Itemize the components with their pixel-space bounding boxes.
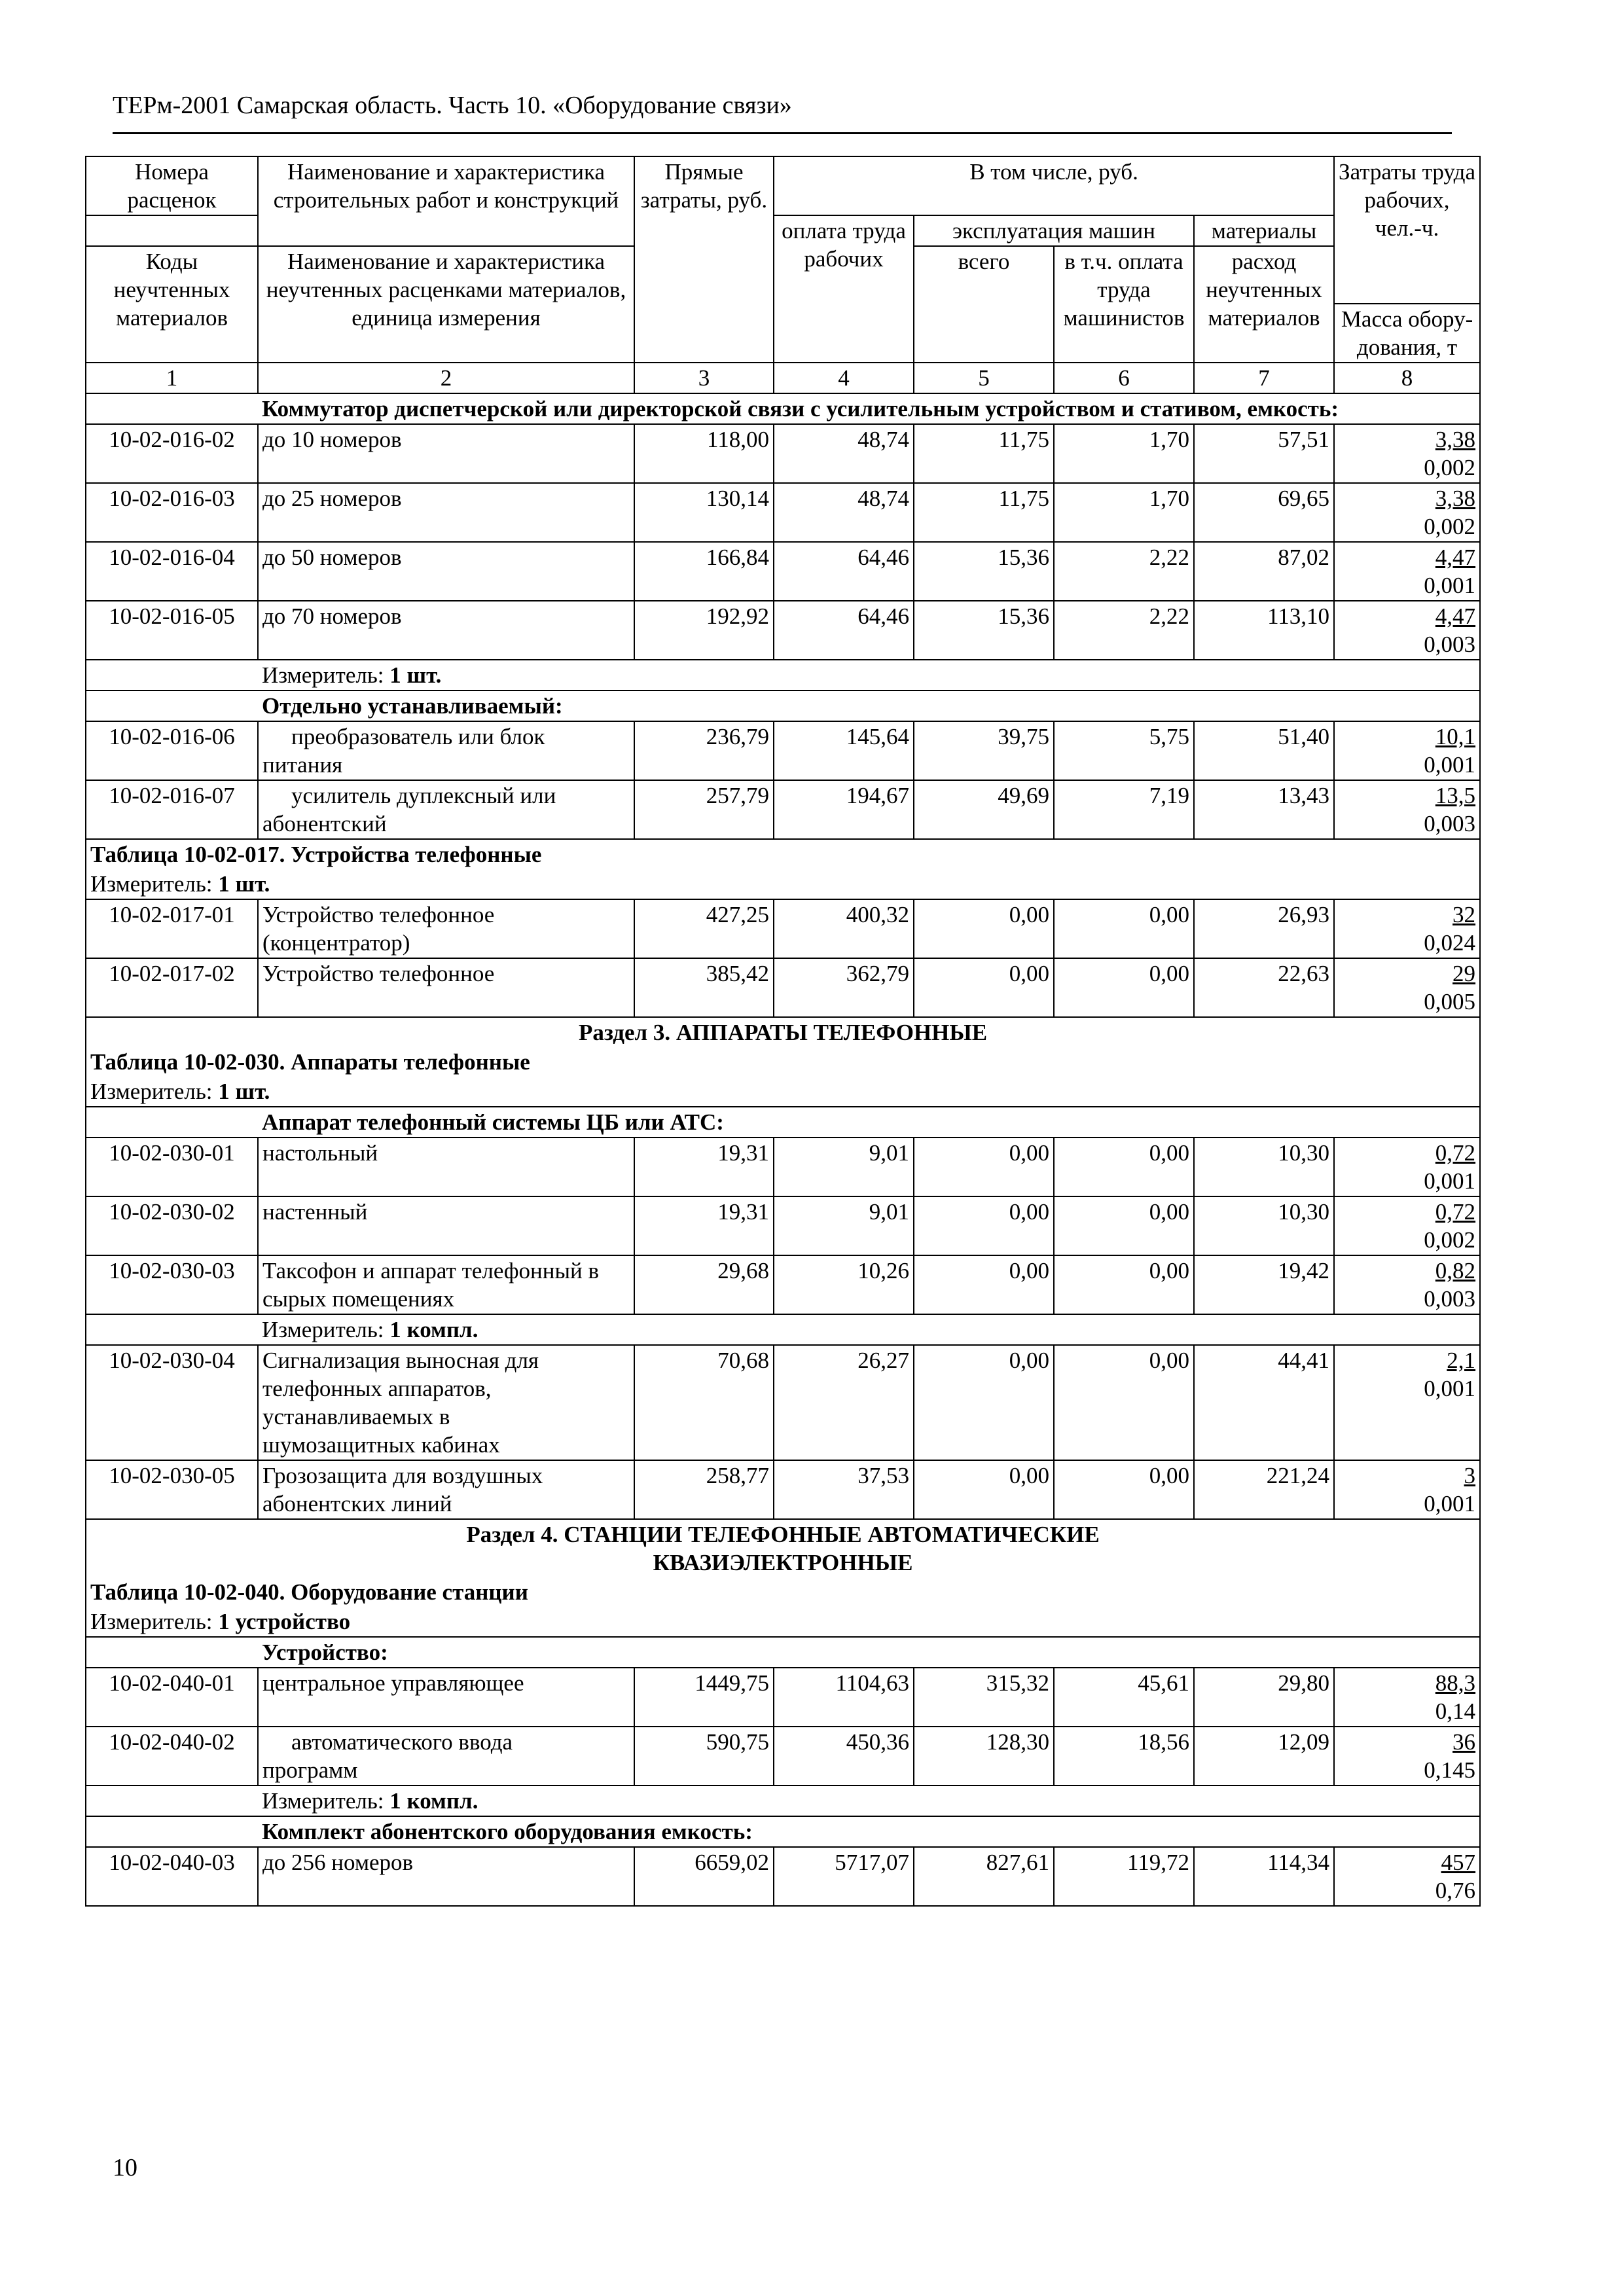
machines-total: 0,00 xyxy=(914,958,1054,1017)
table-row xyxy=(86,1847,1480,1906)
machines-labor: 45,61 xyxy=(1054,1668,1194,1727)
measure-label: Измеритель: xyxy=(262,662,384,688)
machines-labor: 2,22 xyxy=(1054,542,1194,601)
labor-pay: 194,67 xyxy=(774,780,914,839)
equipment-mass: 0,003 xyxy=(1424,1286,1476,1312)
direct-cost: 236,79 xyxy=(634,721,774,780)
machines-labor: 0,00 xyxy=(1054,899,1194,958)
labor-cost: 2,1 xyxy=(1447,1348,1476,1373)
labor-pay: 48,74 xyxy=(774,424,914,483)
rate-code: 10-02-017-01 xyxy=(86,899,258,958)
rate-code: 10-02-016-07 xyxy=(86,780,258,839)
labor-cost: 32 xyxy=(1453,902,1476,927)
group-heading: Аппарат телефонный системы ЦБ или АТС: xyxy=(258,1107,1480,1138)
machines-total: 0,00 xyxy=(914,1460,1054,1519)
col-number: 3 xyxy=(634,363,774,393)
col-header-mass: Масса обору-дования, т xyxy=(1334,304,1480,363)
machines-total: 0,00 xyxy=(914,899,1054,958)
table-row xyxy=(86,1138,1480,1196)
labor-pay: 64,46 xyxy=(774,542,914,601)
rate-name: до 70 номеров xyxy=(258,601,634,660)
group-heading: Устройство: xyxy=(258,1637,1480,1668)
section-title: Раздел 4. СТАНЦИИ ТЕЛЕФОННЫЕ АВТОМАТИЧЕСКИЕ КВАЗИЭЛЕКТРОННЫЕ xyxy=(86,1519,1480,1577)
col-header-incl: В том числе, руб. xyxy=(774,156,1334,215)
equipment-mass: 0,003 xyxy=(1424,811,1476,836)
rate-name: преобразователь или блок питания xyxy=(258,721,634,780)
labor-cost: 10,1 xyxy=(1435,724,1476,749)
labor-pay: 400,32 xyxy=(774,899,914,958)
equipment-mass: 0,76 xyxy=(1435,1878,1476,1903)
labor-cost: 29 xyxy=(1453,961,1476,986)
rate-name: Устройство телефонное (концентратор) xyxy=(258,899,634,958)
labor-pay: 145,64 xyxy=(774,721,914,780)
labor-pay: 64,46 xyxy=(774,601,914,660)
rate-code: 10-02-030-03 xyxy=(86,1255,258,1314)
table-row xyxy=(86,483,1480,542)
equipment-mass: 0,002 xyxy=(1424,1227,1476,1253)
materials-cost: 22,63 xyxy=(1194,958,1334,1017)
materials-cost: 44,41 xyxy=(1194,1345,1334,1460)
rate-name: до 10 номеров xyxy=(258,424,634,483)
direct-cost: 590,75 xyxy=(634,1727,774,1785)
col-header-unacc-codes: Коды неучтенных материалов xyxy=(86,246,258,363)
table-row xyxy=(86,958,1480,1017)
group-heading: Коммутатор диспетчерской или директорской связи с усилительным устройством и стативом, емкость: xyxy=(258,393,1480,424)
labor-pay: 26,27 xyxy=(774,1345,914,1460)
direct-cost: 19,31 xyxy=(634,1196,774,1255)
machines-labor: 0,00 xyxy=(1054,1138,1194,1196)
materials-cost: 29,80 xyxy=(1194,1668,1334,1727)
machines-total: 0,00 xyxy=(914,1345,1054,1460)
materials-cost: 13,43 xyxy=(1194,780,1334,839)
labor-cost: 4,47 xyxy=(1435,545,1476,570)
machines-labor: 0,00 xyxy=(1054,1460,1194,1519)
rate-name: до 25 номеров xyxy=(258,483,634,542)
direct-cost: 385,42 xyxy=(634,958,774,1017)
table-row xyxy=(86,1345,1480,1460)
group-heading: Комплект абонентского оборудования емкость: xyxy=(258,1816,1480,1847)
rate-code: 10-02-017-02 xyxy=(86,958,258,1017)
materials-cost: 57,51 xyxy=(1194,424,1334,483)
col-header-labor-pay: оплата труда рабочих xyxy=(774,215,914,363)
rate-code: 10-02-016-06 xyxy=(86,721,258,780)
section-title: Раздел 3. АППАРАТЫ ТЕЛЕФОННЫЕ xyxy=(86,1017,1480,1047)
table-row xyxy=(86,780,1480,839)
col-number: 4 xyxy=(774,363,914,393)
col-header-machines-total: всего xyxy=(914,246,1054,363)
col-number: 7 xyxy=(1194,363,1334,393)
table-row xyxy=(86,1255,1480,1314)
machines-total: 39,75 xyxy=(914,721,1054,780)
machines-labor: 2,22 xyxy=(1054,601,1194,660)
machines-labor: 1,70 xyxy=(1054,483,1194,542)
rate-code: 10-02-030-01 xyxy=(86,1138,258,1196)
materials-cost: 12,09 xyxy=(1194,1727,1334,1785)
direct-cost: 19,31 xyxy=(634,1138,774,1196)
machines-labor: 1,70 xyxy=(1054,424,1194,483)
labor-pay: 48,74 xyxy=(774,483,914,542)
measure-value: 1 шт. xyxy=(389,662,442,688)
col-number: 6 xyxy=(1054,363,1194,393)
direct-cost: 1449,75 xyxy=(634,1668,774,1727)
direct-cost: 166,84 xyxy=(634,542,774,601)
direct-cost: 130,14 xyxy=(634,483,774,542)
rate-name: Грозозащита для воздушных абонентских линий xyxy=(258,1460,634,1519)
labor-cost: 36 xyxy=(1453,1729,1476,1755)
materials-cost: 114,34 xyxy=(1194,1847,1334,1906)
labor-pay: 1104,63 xyxy=(774,1668,914,1727)
machines-total: 15,36 xyxy=(914,601,1054,660)
table-row xyxy=(86,601,1480,660)
direct-cost: 118,00 xyxy=(634,424,774,483)
labor-pay: 9,01 xyxy=(774,1196,914,1255)
labor-cost: 0,72 xyxy=(1435,1140,1476,1166)
machines-total: 128,30 xyxy=(914,1727,1054,1785)
col-header-machines-labor: в т.ч. оплата труда машинистов xyxy=(1054,246,1194,363)
rate-code: 10-02-030-02 xyxy=(86,1196,258,1255)
measure-line: Измеритель: 1 компл. xyxy=(258,1785,1480,1816)
labor-cost: 3,38 xyxy=(1435,427,1476,452)
materials-cost: 113,10 xyxy=(1194,601,1334,660)
table-row xyxy=(86,1196,1480,1255)
table-row xyxy=(86,1460,1480,1519)
equipment-mass: 0,145 xyxy=(1424,1757,1476,1783)
table-row xyxy=(86,424,1480,483)
materials-cost: 87,02 xyxy=(1194,542,1334,601)
materials-cost: 221,24 xyxy=(1194,1460,1334,1519)
rate-code: 10-02-016-03 xyxy=(86,483,258,542)
labor-cost: 88,3 xyxy=(1435,1670,1476,1696)
table-row xyxy=(86,899,1480,958)
col-header-materials-unacc: расход неучтенных материалов xyxy=(1194,246,1334,363)
machines-labor: 0,00 xyxy=(1054,1345,1194,1460)
rate-name: настольный xyxy=(258,1138,634,1196)
rate-code: 10-02-030-05 xyxy=(86,1460,258,1519)
machines-labor: 0,00 xyxy=(1054,1196,1194,1255)
rate-code: 10-02-040-03 xyxy=(86,1847,258,1906)
measure-line: Измеритель: 1 шт. xyxy=(86,869,1480,899)
measure-line: Измеритель: 1 шт. xyxy=(86,1077,1480,1107)
equipment-mass: 0,003 xyxy=(1424,632,1476,657)
materials-cost: 10,30 xyxy=(1194,1138,1334,1196)
rate-name: центральное управляющее xyxy=(258,1668,634,1727)
rate-code: 10-02-030-04 xyxy=(86,1345,258,1460)
machines-total: 0,00 xyxy=(914,1138,1054,1196)
table-row xyxy=(86,1727,1480,1785)
machines-total: 0,00 xyxy=(914,1196,1054,1255)
labor-pay: 5717,07 xyxy=(774,1847,914,1906)
col-header-direct: Прямые затраты, руб. xyxy=(634,156,774,363)
col-number: 5 xyxy=(914,363,1054,393)
rate-name: до 50 номеров xyxy=(258,542,634,601)
rate-code: 10-02-040-01 xyxy=(86,1668,258,1727)
measure-line: Измеритель: 1 компл. xyxy=(258,1314,1480,1345)
machines-labor: 0,00 xyxy=(1054,958,1194,1017)
col-header-machines: эксплуатация машин xyxy=(914,215,1194,246)
equipment-mass: 0,001 xyxy=(1424,1168,1476,1194)
machines-labor: 5,75 xyxy=(1054,721,1194,780)
labor-pay: 9,01 xyxy=(774,1138,914,1196)
machines-labor: 0,00 xyxy=(1054,1255,1194,1314)
machines-total: 49,69 xyxy=(914,780,1054,839)
machines-total: 315,32 xyxy=(914,1668,1054,1727)
sub-heading: Отдельно устанавливаемый: xyxy=(258,691,1480,721)
materials-cost: 19,42 xyxy=(1194,1255,1334,1314)
direct-cost: 258,77 xyxy=(634,1460,774,1519)
labor-cost: 13,5 xyxy=(1435,783,1476,808)
rate-code: 10-02-016-02 xyxy=(86,424,258,483)
rates-table xyxy=(85,156,1481,1907)
col-number: 2 xyxy=(258,363,634,393)
machines-total: 11,75 xyxy=(914,424,1054,483)
materials-cost: 10,30 xyxy=(1194,1196,1334,1255)
equipment-mass: 0,002 xyxy=(1424,455,1476,480)
labor-pay: 10,26 xyxy=(774,1255,914,1314)
table-title: Таблица 10-02-040. Оборудование станции xyxy=(86,1577,1480,1607)
table-title: Таблица 10-02-030. Аппараты телефонные xyxy=(86,1047,1480,1077)
machines-labor: 119,72 xyxy=(1054,1847,1194,1906)
equipment-mass: 0,001 xyxy=(1424,1491,1476,1516)
machines-labor: 7,19 xyxy=(1054,780,1194,839)
rate-name: настенный xyxy=(258,1196,634,1255)
machines-total: 827,61 xyxy=(914,1847,1054,1906)
direct-cost: 192,92 xyxy=(634,601,774,660)
materials-cost: 26,93 xyxy=(1194,899,1334,958)
rate-name: Таксофон и аппарат телефонный в сырых помещениях xyxy=(258,1255,634,1314)
col-header-codes-blank xyxy=(86,215,258,246)
col-header-unacc-name: Наименование и характеристика неучтенных расценками материалов, единица измерения xyxy=(258,246,634,363)
col-header-codes: Номера расценок xyxy=(86,156,258,215)
rate-code: 10-02-016-04 xyxy=(86,542,258,601)
rate-code: 10-02-040-02 xyxy=(86,1727,258,1785)
labor-pay: 450,36 xyxy=(774,1727,914,1785)
col-number: 1 xyxy=(86,363,258,393)
labor-cost: 3 xyxy=(1464,1463,1476,1488)
table-row xyxy=(86,1668,1480,1727)
labor-cost: 4,47 xyxy=(1435,603,1476,629)
page-header: ТЕРм-2001 Самарская область. Часть 10. «Оборудование связи» xyxy=(113,92,792,119)
measure-line: Измеритель: 1 устройство xyxy=(86,1607,1480,1637)
equipment-mass: 0,005 xyxy=(1424,989,1476,1014)
header-rule xyxy=(113,132,1452,134)
table-title: Таблица 10-02-017. Устройства телефонные xyxy=(86,839,1480,869)
direct-cost: 6659,02 xyxy=(634,1847,774,1906)
rate-name: автоматического ввода программ xyxy=(258,1727,634,1785)
col-header-labor-cost: Затраты труда рабочих, чел.-ч. xyxy=(1334,156,1480,304)
measure-line xyxy=(258,660,1480,691)
machines-labor: 18,56 xyxy=(1054,1727,1194,1785)
machines-total: 15,36 xyxy=(914,542,1054,601)
machines-total: 0,00 xyxy=(914,1255,1054,1314)
equipment-mass: 0,001 xyxy=(1424,752,1476,778)
labor-pay: 37,53 xyxy=(774,1460,914,1519)
page-number: 10 xyxy=(113,2154,137,2181)
labor-cost: 3,38 xyxy=(1435,486,1476,511)
equipment-mass: 0,14 xyxy=(1435,1698,1476,1724)
col-number: 8 xyxy=(1334,363,1480,393)
equipment-mass: 0,001 xyxy=(1424,1376,1476,1401)
equipment-mass: 0,002 xyxy=(1424,514,1476,539)
direct-cost: 70,68 xyxy=(634,1345,774,1460)
direct-cost: 257,79 xyxy=(634,780,774,839)
col-header-name: Наименование и характеристика строительных работ и конструкций xyxy=(258,156,634,246)
rate-code: 10-02-016-05 xyxy=(86,601,258,660)
equipment-mass: 0,001 xyxy=(1424,573,1476,598)
materials-cost: 69,65 xyxy=(1194,483,1334,542)
rate-name: до 256 номеров xyxy=(258,1847,634,1906)
labor-cost: 457 xyxy=(1441,1850,1476,1875)
rate-name: Устройство телефонное xyxy=(258,958,634,1017)
rate-name: усилитель дуплексный или абонентский xyxy=(258,780,634,839)
machines-total: 11,75 xyxy=(914,483,1054,542)
equipment-mass: 0,024 xyxy=(1424,930,1476,956)
rate-name: Сигнализация выносная для телефонных аппаратов, устанавливаемых в шумозащитных кабинах xyxy=(258,1345,634,1460)
labor-pay: 362,79 xyxy=(774,958,914,1017)
table-row xyxy=(86,542,1480,601)
col-header-materials: материалы xyxy=(1194,215,1334,246)
direct-cost: 427,25 xyxy=(634,899,774,958)
materials-cost: 51,40 xyxy=(1194,721,1334,780)
labor-cost: 0,82 xyxy=(1435,1258,1476,1283)
labor-cost: 0,72 xyxy=(1435,1199,1476,1225)
table-row xyxy=(86,721,1480,780)
direct-cost: 29,68 xyxy=(634,1255,774,1314)
